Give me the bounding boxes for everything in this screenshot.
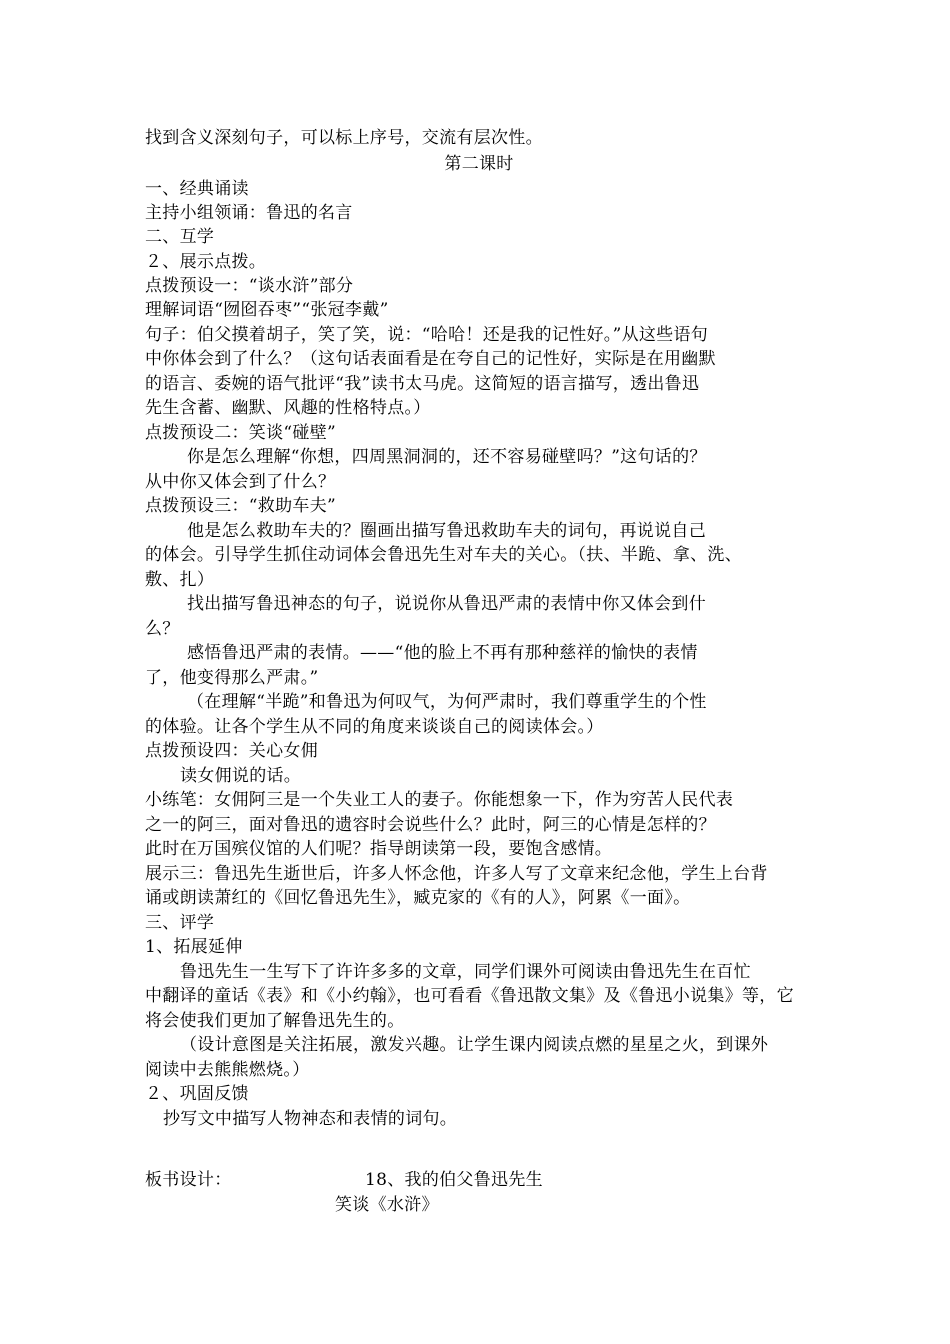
- board-label: 板书设计：: [145, 1170, 232, 1190]
- feedback-text: 抄写文中描写人物神态和表情的词句。: [163, 1109, 458, 1129]
- preset3-line: 敷、扎）: [145, 570, 215, 590]
- preset3-line: 的体验。让各个学生从不同的角度来谈谈自己的阅读体会。）: [145, 717, 604, 737]
- board-line: 笑谈《水浒》: [335, 1195, 439, 1215]
- show3-line: 展示三：鲁迅先生逝世后，许多人怀念他，许多人写了文章来纪念他，学生上台背: [145, 864, 768, 884]
- preset1-line: 的语言、委婉的语气批评“我”读书太马虎。这简短的语言描写，透出鲁迅: [145, 374, 700, 394]
- preset4-text: 读女佣说的话。: [180, 766, 302, 786]
- preset4-heading: 点拨预设四：关心女佣: [145, 741, 318, 761]
- preset2-line: 从中你又体会到了什么？: [145, 472, 336, 492]
- extend-line: 中翻译的童话《表》和《小约翰》，也可看看《鲁迅散文集》及《鲁迅小说集》等，它: [145, 986, 794, 1006]
- preset3-heading: 点拨预设三：“救助车夫”: [145, 496, 336, 516]
- preset1-line: 先生含蓄、幽默、风趣的性格特点。）: [145, 398, 431, 418]
- preset1-line: 句子：伯父摸着胡子，笑了笑，说：“哈哈！还是我的记性好。”从这些语句: [145, 325, 709, 345]
- preset3-line: 么？: [145, 619, 180, 639]
- intro-text: 找到含义深刻句子，可以标上序号，交流有层次性。: [145, 128, 543, 148]
- preset2-heading: 点拨预设二：笑谈“碰壁”: [145, 423, 336, 443]
- preset3-line: 了，他变得那么严肃。”: [145, 668, 319, 688]
- extend-note-line: 阅读中去熊熊燃烧。）: [145, 1060, 310, 1080]
- section3-item2: ２、巩固反馈: [145, 1084, 249, 1104]
- section3-heading: 三、评学: [145, 913, 215, 933]
- section1-heading: 一、经典诵读: [145, 179, 249, 199]
- preset3-line: 找出描写鲁迅神态的句子，说说你从鲁迅严肃的表情中你又体会到什: [187, 594, 706, 614]
- extend-line: 将会使我们更加了解鲁迅先生的。: [145, 1011, 405, 1031]
- preset3-line: （在理解“半跪”和鲁迅为何叹气，为何严肃时，我们尊重学生的个性: [187, 692, 707, 712]
- preset1-heading: 点拨预设一：“谈水浒”部分: [145, 276, 354, 296]
- practice-line: 之一的阿三，面对鲁迅的遗容时会说些什么？此时，阿三的心情是怎样的？: [145, 815, 716, 835]
- extend-note-line: （设计意图是关注拓展，激发兴趣。让学生课内阅读点燃的星星之火，到课外: [180, 1035, 769, 1055]
- preset1-words: 理解词语“囫囵吞枣”“张冠李戴”: [145, 300, 389, 320]
- extend-line: 鲁迅先生一生写下了许许多多的文章，同学们课外可阅读由鲁迅先生在百忙: [180, 962, 751, 982]
- preset3-line: 感悟鲁迅严肃的表情。——“他的脸上不再有那种慈祥的愉快的表情: [187, 643, 698, 663]
- show3-line: 诵或朗读萧红的《回忆鲁迅先生》，臧克家的《有的人》，阿累《一面》。: [145, 888, 691, 908]
- preset2-line: 你是怎么理解“你想，四周黑洞洞的，还不容易碰壁吗？”这句话的？: [187, 447, 707, 467]
- preset3-line: 的体会。引导学生抓住动词体会鲁迅先生对车夫的关心。（扶、半跪、拿、洗、: [145, 545, 742, 565]
- section1-text: 主持小组领诵：鲁迅的名言: [145, 203, 353, 223]
- preset1-line: 中你体会到了什么？（这句话表面看是在夸自己的记性好，实际是在用幽默: [145, 349, 716, 369]
- preset3-line: 他是怎么救助车夫的？圈画出描写鲁迅救助车夫的词句，再说说自己: [187, 521, 706, 541]
- section2-heading: 二、互学: [145, 227, 215, 247]
- practice-line: 小练笔：女佣阿三是一个失业工人的妻子。你能想象一下，作为穷苦人民代表: [145, 790, 734, 810]
- board-title: 18、我的伯父鲁迅先生: [365, 1170, 543, 1190]
- section2-item2: ２、展示点拨。: [145, 252, 267, 272]
- section3-item1: 1、拓展延伸: [145, 937, 243, 957]
- lesson-title: 第二课时: [444, 154, 514, 174]
- practice-line: 此时在万国殡仪馆的人们呢？指导朗读第一段，要饱含感情。: [145, 839, 613, 859]
